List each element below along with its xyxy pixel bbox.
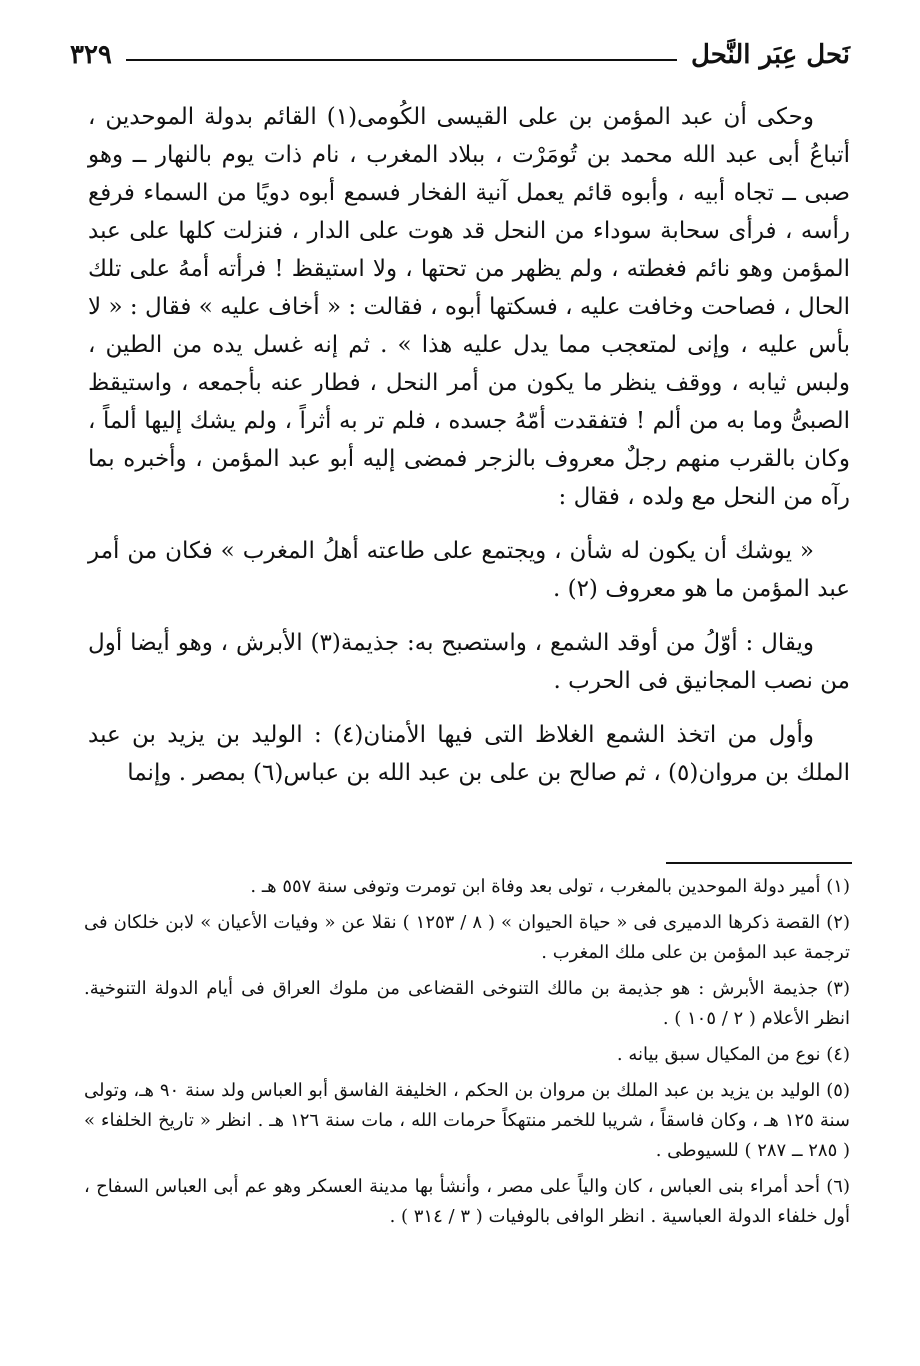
main-text	[88, 98, 850, 808]
paragraph-2: « يوشك أن يكون له شأن ، ويجتمع على طاعته أهلُ المغرب » فكان من أمر عبد المؤمن ما هو معروف (٢) .	[88, 538, 850, 602]
paragraph-4: وأول من اتخذ الشمع الغلاظ التى فيها الأمنان(٤) : الوليد بن يزيد بن عبد الملك بن مروان(٥) ، ثم صالح بن على بن عبد الله بن عباس(٦) بمصر . وإنما	[88, 722, 850, 786]
page-number: ٣٢٩	[70, 40, 112, 70]
footnote-separator	[666, 862, 852, 864]
running-title: نَحل عِبَر النَّحل	[691, 40, 850, 70]
paragraph-3: ويقال : أوّلُ من أوقد الشمع ، واستصبح به: جذيمة(٣) الأبرش ، وهو أيضا أول من نصب المجانيق فى الحرب .	[88, 630, 850, 694]
footnote-5: (٥) الوليد بن يزيد بن عبد الملك بن مروان بن الحكم ، الخليفة الفاسق أبو العباس ولد سنة ٩٠ هـ، وتولى سنة ١٢٥ هـ ، وكان فاسقاً ، شريبا للخمر منتهكاً حرمات الله ، مات سنة ١٢٦ هـ . انظر « تاريخ الخلفاء » ( ٢٨٥ ــ ٢٨٧ ) للسيوطى .	[84, 1080, 850, 1161]
header-rule	[126, 59, 677, 61]
footnote-6: (٦) أحد أمراء بنى العباس ، كان والياً على مصر ، وأنشأ بها مدينة العسكر وهو عم أبى العباس السفاح ، أول خلفاء الدولة العباسية . انظر الوافى بالوفيات ( ٣ / ٣١٤ ) .	[84, 1176, 850, 1227]
page-header	[70, 30, 850, 80]
footnote-3: (٣) جذيمة الأبرش : هو جذيمة بن مالك التنوخى القضاعى من ملوك العراق فى أيام الدولة التنوخية. انظر الأعلام ( ٢ / ١٠٥ ) .	[84, 978, 850, 1029]
paragraph-1: وحكى أن عبد المؤمن بن على القيسى الكُومى(١) القائم بدولة الموحدين ، أتباعُ أبى عبد الله محمد بن تُومَرْت ، ببلاد المغرب ، نام ذات يوم بالنهار ــ وهو صبى ــ تجاه أبيه ، وأبوه قائم يعمل آنية الفخار فسمع أبوه دويًا من السماء فرفع رأسه ، فرأى سحابة سوداء من النحل قد هوت على الدار ، فنزلت كلها على عبد المؤمن وهو نائم فغطته ، ولم يظهر من تحتها ، ولا استيقظ ! فرأته أمهُ على تلك الحال ، فصاحت وخافت عليه ، فسكتها أبوه ، فقالت : « أخاف عليه » فقال : « لا بأس عليه ، وإنى لمتعجب مما يدل عليه هذا » . ثم إنه غسل يده من الطين ، ولبس ثيابه ، ووقف ينظر ما يكون من أمر النحل ، فطار عنه بأجمعه ، واستيقظ الصبىُّ وما به من ألم ! فتفقدت أمّهُ جسده ، فلم تر به أثراً ، ولم يشك إليها ألماً ، وكان بالقرب منهم رجلٌ معروف بالزجر فمضى إليه أبو عبد المؤمن ، وأخبره بما رآه من النحل مع ولده ، فقال :	[88, 104, 850, 510]
footnote-4: (٤) نوع من المكيال سبق بيانه .	[616, 1044, 850, 1065]
footnote-2: (٢) القصة ذكرها الدميرى فى « حياة الحيوان » ( ٨ / ١٢٥٣ ) نقلا عن « وفيات الأعيان » لابن خلكان فى ترجمة عبد المؤمن بن على ملك المغرب .	[84, 912, 850, 963]
footnote-1: (١) أمير دولة الموحدين بالمغرب ، تولى بعد وفاة ابن تومرت وتوفى سنة ٥٥٧ هـ .	[250, 876, 850, 897]
footnotes	[84, 872, 850, 1232]
